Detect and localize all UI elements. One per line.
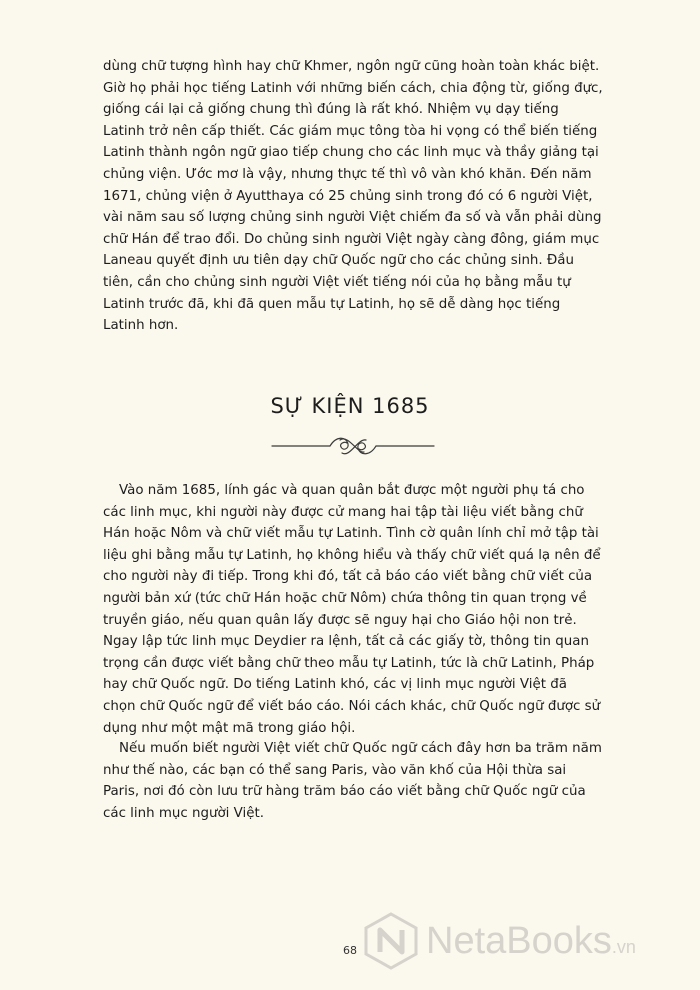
flourish-ornament-icon xyxy=(270,432,436,460)
watermark-suffix: .vn xyxy=(611,937,636,957)
body-paragraph-2: Vào năm 1685, lính gác và quan quân bắt được một người phụ tá cho các linh mục, khi người này được cử mang hai tập tài liệu viết bằng chữ Hán hoặc Nôm và chữ viết mẫu tự Latinh. Tình cờ quân lính chỉ mở tập tài liệu ghi bằng mẫu tự Latinh, họ không hiểu và thấy chữ viết quá lạ nên để cho người này đi tiếp. Trong khi đó, tất cả báo cáo viết bằng chữ viết của người bản xứ (tức chữ Hán hoặc chữ Nôm) chứa thông tin quan trọng về truyền giáo, nếu quan quân lấy được sẽ nguy hại cho Giáo hội non trẻ. Ngay lập tức linh mục Deydier ra lệnh, tất cả các giấy tờ, thông tin quan trọng cần được viết bằng chữ theo mẫu tự Latinh, tức là chữ Latinh, Pháp hay chữ Quốc ngữ. Do tiếng Latinh khó, các vị linh mục người Việt đã chọn chữ Quốc ngữ để viết báo cáo. Nói cách khác, chữ Quốc ngữ được sử dụng như một mật mã trong giáo hội. xyxy=(103,483,601,736)
section-heading: SỰ KIỆN 1685 xyxy=(270,394,430,418)
neta-logo-icon xyxy=(362,912,420,970)
watermark xyxy=(362,912,694,974)
watermark-brand: NetaBooks xyxy=(426,920,612,962)
body-paragraph-1: dùng chữ tượng hình hay chữ Khmer, ngôn ngữ cũng hoàn toàn khác biệt. Giờ họ phải học tiếng Latinh với những biến cách, chia động từ, giống đực, giống cái lại cả giống chung thì đúng là rất khó. Nhiệm vụ dạy tiếng Latinh trở nên cấp thiết. Các giám mục tông tòa hi vọng có thể biến tiếng Latinh thành ngôn ngữ giao tiếp chung cho các linh mục và thầy giảng tại chủng viện. Ước mơ là vậy, nhưng thực tế thì vô vàn khó khăn. Đến năm 1671, chủng viện ở Ayutthaya có 25 chủng sinh trong đó có 6 người Việt, vài năm sau số lượng chủng sinh người Việt chiếm đa số và vẫn phải dùng chữ Hán để trao đổi. Do chủng sinh người Việt ngày càng đông, giám mục Laneau quyết định ưu tiên dạy chữ Quốc ngữ cho các chủng sinh. Đầu tiên, cần cho chủng sinh người Việt viết tiếng nói của họ bằng mẫu tự Latinh trước đã, khi đã quen mẫu tự Latinh, họ sẽ dễ dàng học tiếng Latinh hơn. xyxy=(103,59,603,334)
watermark-text xyxy=(426,920,636,963)
page-number: 68 xyxy=(343,944,357,957)
body-paragraph-3: Nếu muốn biết người Việt viết chữ Quốc ngữ cách đây hơn ba trăm năm như thế nào, các bạn có thể sang Paris, vào văn khố của Hội thừa sai Paris, nơi đó còn lưu trữ hàng trăm báo cáo viết bằng chữ Quốc ngữ của các linh mục người Việt. xyxy=(103,741,602,821)
